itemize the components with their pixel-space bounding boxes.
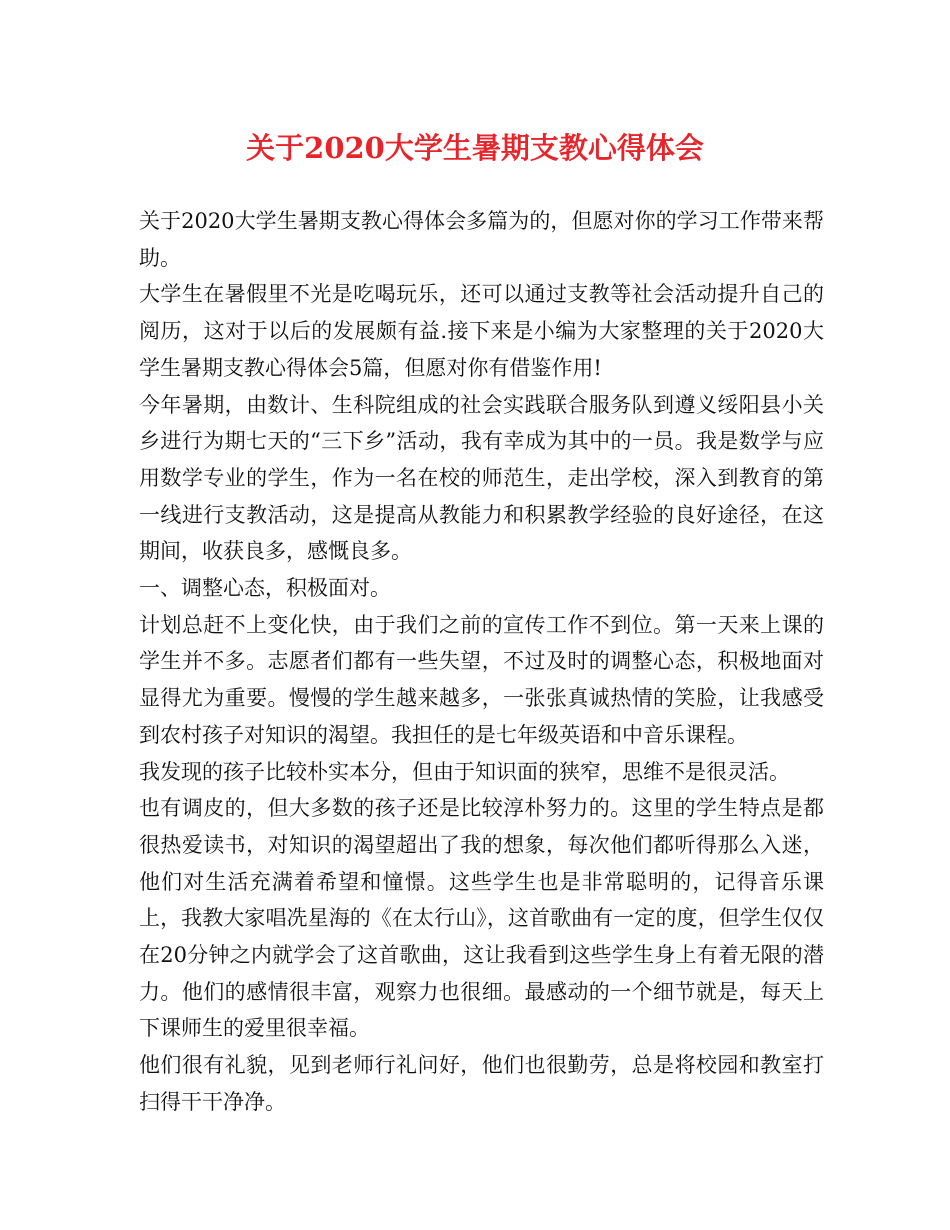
paragraph: 计划总赶不上变化快，由于我们之前的宣传工作不到位。第一天来上课的学生并不多。志愿者们都有一些失望，不过及时的调整心态，积极地面对显得尤为重要。慢慢的学生越来越多，一张张真诚热情的笑脸，让我感受到农村孩子对知识的渴望。我担任的是七年级英语和中音乐课程。	[139, 612, 824, 747]
section-heading: 一、调整心态，积极面对。	[139, 576, 391, 601]
document-title: 关于2020大学生暑期支教心得体会	[246, 131, 704, 165]
paragraph: 今年暑期，由数计、生科院组成的社会实践联合服务队到遵义绥阳县小关乡进行为期七天的“三下乡”活动，我有幸成为其中的一员。我是数学与应用数学专业的学生，作为一名在校的师范生，走出学校，深入到教育的第一线进行支教活动，这是提高从教能力和积累教学经验的良好途径，在这期间，收获良多，感慨良多。	[139, 392, 824, 564]
paragraph: 关于2020大学生暑期支教心得体会多篇为的，但愿对你的学习工作带来帮助。	[139, 209, 824, 270]
paragraph: 他们很有礼貌，见到老师行礼问好，他们也很勤劳，总是将校园和教室打扫得干干净净。	[139, 1053, 824, 1114]
paragraph: 也有调皮的，但大多数的孩子还是比较淳朴努力的。这里的学生特点是都很热爱读书，对知识的渴望超出了我的想象，每次他们都听得那么入迷，他们对生活充满着希望和憧憬。这些学生也是非常聪明的，记得音乐课上，我教大家唱冼星海的《在太行山》，这首歌曲有一定的度，但学生仅仅在20分钟之内就学会了这首歌曲，这让我看到这些学生身上有着无限的潜力。他们的感情很丰富，观察力也很细。最感动的一个细节就是，每天上下课师生的爱里很幸福。	[139, 796, 824, 1041]
paragraph: 我发现的孩子比较朴实本分，但由于知识面的狭窄，思维不是很灵活。	[139, 759, 790, 784]
paragraph: 大学生在暑假里不光是吃喝玩乐，还可以通过支教等社会活动提升自己的阅历，这对于以后的发展颇有益.接下来是小编为大家整理的关于2020大学生暑期支教心得体会5篇，但愿对你有借鉴作用!	[139, 282, 824, 380]
document-body	[139, 203, 824, 1121]
